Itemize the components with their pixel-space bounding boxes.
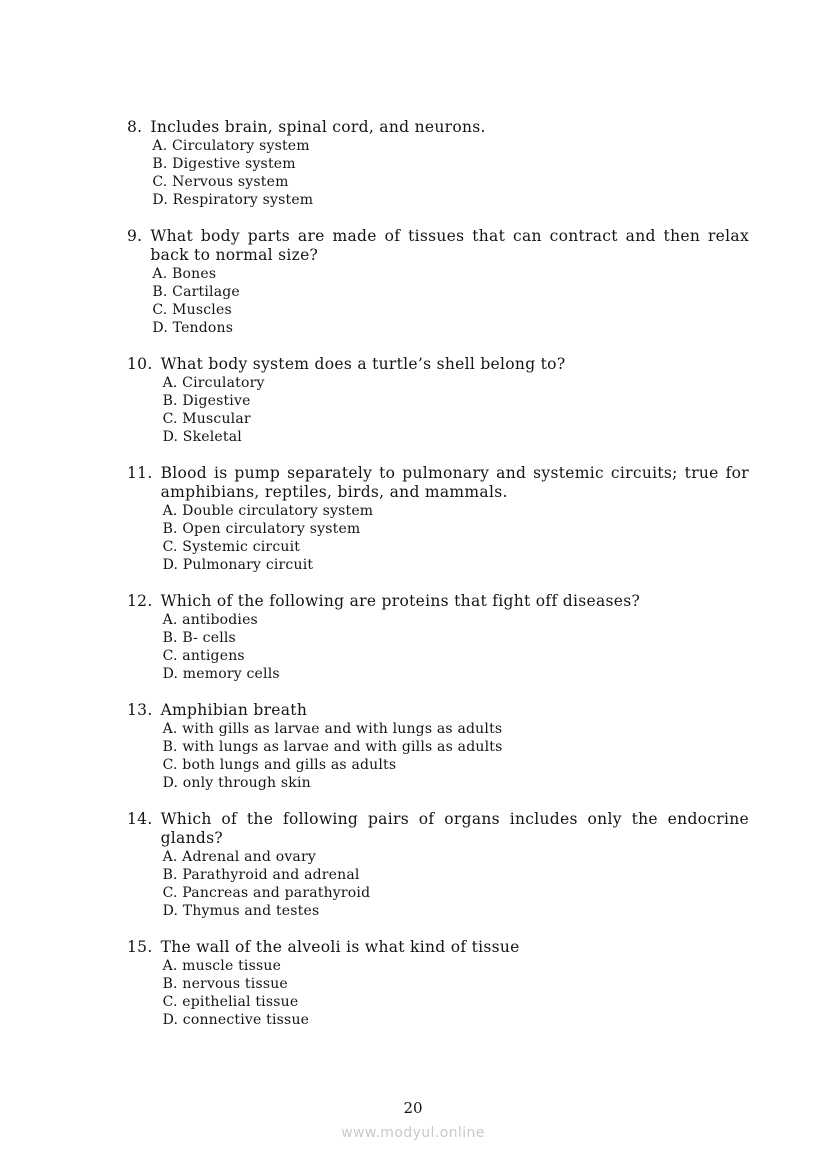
option-d: D. Pulmonary circuit xyxy=(162,557,314,573)
option-b: B. Open circulatory system xyxy=(162,521,361,537)
question-number: 10. xyxy=(127,355,153,373)
option-c: C. Pancreas and parathyroid xyxy=(162,885,371,901)
option-d: D. Respiratory system xyxy=(152,192,314,208)
question-item-14 xyxy=(127,810,749,920)
option-c: C. Muscles xyxy=(152,302,232,318)
option-a: A. Adrenal and ovary xyxy=(162,849,316,865)
question-number: 11. xyxy=(127,464,153,482)
question-text: Blood is pump separately to pulmonary and systemic circuits; true for amphibians, reptiles, birds, and mammals. xyxy=(160,464,749,501)
question-body xyxy=(161,355,749,446)
question-text: The wall of the alveoli is what kind of tissue xyxy=(160,938,520,956)
option-c: C. Systemic circuit xyxy=(162,539,301,555)
option-b: B. Digestive system xyxy=(152,156,296,172)
question-item-13 xyxy=(127,701,749,792)
question-item-15 xyxy=(127,938,749,1029)
question-item-11 xyxy=(127,464,749,574)
option-a: A. antibodies xyxy=(162,612,258,628)
option-b: B. with lungs as larvae and with gills as adults xyxy=(162,739,503,755)
question-body xyxy=(161,464,749,574)
option-a: A. Double circulatory system xyxy=(162,503,374,519)
option-b: B. B- cells xyxy=(162,630,236,646)
option-c: C. epithelial tissue xyxy=(162,994,299,1010)
question-text: Which of the following pairs of organs includes only the endocrine glands? xyxy=(160,810,749,847)
question-text: Includes brain, spinal cord, and neurons. xyxy=(150,118,486,136)
option-c: C. antigens xyxy=(162,648,245,664)
option-d: D. Skeletal xyxy=(162,429,242,445)
question-item-12 xyxy=(127,592,749,683)
option-d: D. only through skin xyxy=(162,775,311,791)
page-number: 20 xyxy=(403,1099,423,1117)
question-body xyxy=(161,701,749,792)
watermark-text: www.modyul.online xyxy=(341,1125,485,1141)
question-number: 15. xyxy=(127,938,153,956)
question-body xyxy=(161,810,749,920)
question-text: What body system does a turtle’s shell belong to? xyxy=(160,355,566,373)
option-a: A. Circulatory xyxy=(162,375,265,391)
option-b: B. nervous tissue xyxy=(162,976,288,992)
question-item-9 xyxy=(127,227,749,337)
option-c: C. both lungs and gills as adults xyxy=(162,757,397,773)
option-d: D. Thymus and testes xyxy=(162,903,320,919)
option-d: D. memory cells xyxy=(162,666,280,682)
option-c: C. Nervous system xyxy=(152,174,289,190)
option-b: B. Digestive xyxy=(162,393,251,409)
question-text: What body parts are made of tissues that can contract and then relax back to normal size? xyxy=(150,227,749,264)
question-number: 14. xyxy=(127,810,153,828)
question-number: 13. xyxy=(127,701,153,719)
questions-list xyxy=(127,118,749,1047)
question-number: 8. xyxy=(127,118,143,136)
question-body xyxy=(150,118,749,209)
option-a: A. Circulatory system xyxy=(152,138,310,154)
option-a: A. muscle tissue xyxy=(162,958,282,974)
option-a: A. with gills as larvae and with lungs as adults xyxy=(162,721,503,737)
question-body xyxy=(150,227,749,337)
question-body xyxy=(161,938,749,1029)
option-d: D. connective tissue xyxy=(162,1012,310,1028)
question-text: Amphibian breath xyxy=(160,701,308,719)
question-item-8 xyxy=(127,118,749,209)
option-b: B. Cartilage xyxy=(152,284,240,300)
option-b: B. Parathyroid and adrenal xyxy=(162,867,360,883)
option-c: C. Muscular xyxy=(162,411,251,427)
option-a: A. Bones xyxy=(152,266,217,282)
question-text: Which of the following are proteins that fight off diseases? xyxy=(160,592,641,610)
question-body xyxy=(161,592,749,683)
option-d: D. Tendons xyxy=(152,320,234,336)
question-number: 9. xyxy=(127,227,143,245)
question-item-10 xyxy=(127,355,749,446)
question-number: 12. xyxy=(127,592,153,610)
